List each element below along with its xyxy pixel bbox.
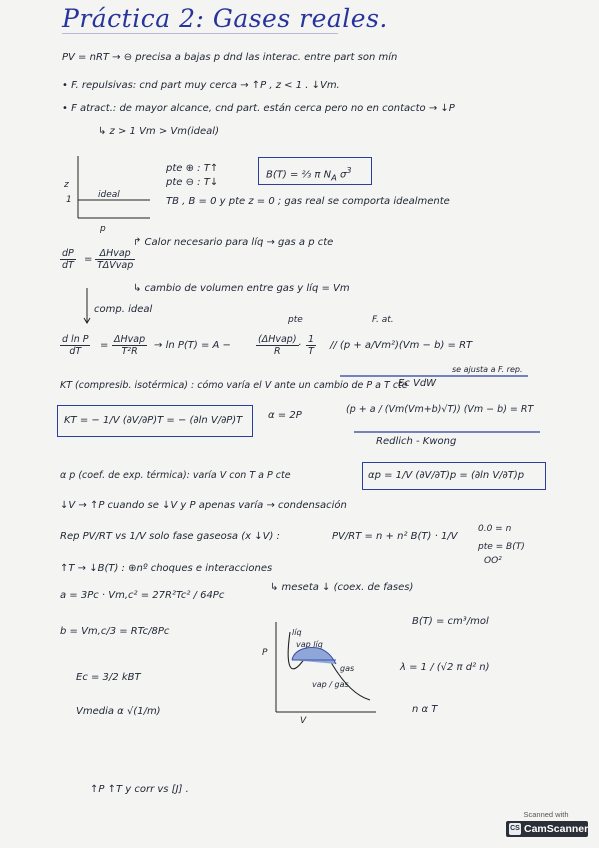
bottom-note: ↑P ↑T y corr vs [J] . <box>90 784 189 795</box>
dp-dt-fraction: $\frac{dP}{dT}$ <box>62 248 74 271</box>
vdw-eq-label: Ec VdW <box>398 378 437 389</box>
liq-label: líq <box>292 628 302 637</box>
vdw-equation: // (p + a/Vm²)(Vm − b) = RT <box>330 340 473 351</box>
pv-p-axis: P <box>262 648 268 658</box>
dot-sign: · <box>298 340 302 351</box>
alpha-p-equation: αp = 1/V (∂V/∂T)p = (∂ln V/∂T)p <box>368 470 525 481</box>
mean-free-path: λ = 1 / (√2 π d² n) <box>400 662 490 673</box>
bt-units: B(T) = cm³/mol <box>412 616 489 627</box>
kt-equation: KT = − 1/V (∂V/∂P)T = − (∂ln V/∂P)T <box>64 415 243 426</box>
axis-one-label: 1 <box>66 195 72 205</box>
temp-b-line: ↑T → ↓B(T) : ⊕nº choques e interacciones <box>60 563 273 574</box>
fat-label: F. at. <box>372 315 394 325</box>
ideal-comp-label: comp. ideal <box>94 304 153 315</box>
rep-equation: PV/RT = n + n² B(T) · 1/V <box>332 531 458 542</box>
boyle-temp-line: TB , B = 0 y pte z = 0 ; gas real se comporta idealmente <box>166 196 450 207</box>
rk-equation: (p + a / (Vm(Vm+b)√T)) (Vm − b) = RT <box>346 404 534 415</box>
line-repulsive: • F. repulsivas: cnd part muy cerca → ↑P , z < 1 . ↓Vm. <box>62 80 340 91</box>
pte-label: pte <box>288 315 303 325</box>
vap-gas-label: vap / gas <box>312 680 349 689</box>
b-relation: b = Vm,c/3 = RTc/8Pc <box>60 626 170 637</box>
camscanner-name: CamScanner <box>524 823 589 835</box>
heat-needed-note: ↱ Calor necesario para líq → gas a p cte <box>133 237 334 248</box>
ideal-label: ideal <box>98 190 120 200</box>
line-ideal-gas: PV = nRT → ⊖ precisa a bajas p dnd las interac. entre part son mín <box>62 52 398 63</box>
b-of-t-formula: B(T) = ⅔ π $N_A$ $\sigma^3$ <box>266 165 352 183</box>
clapeyron-fraction: ΔHvap TΔVvap <box>97 248 134 271</box>
hvap-rt2-fraction: ΔHvap T²R <box>114 334 146 357</box>
rep-line: Rep PV/RT vs 1/V solo fase gaseosa (x ↓V) : <box>60 531 280 542</box>
kt-definition: KT (compresib. isotérmica) : cómo varía el V ante un cambio de P a T cte <box>60 380 408 391</box>
condensation-line: ↓V → ↑P cuando se ↓V y P apenas varía → condensación <box>60 500 347 511</box>
scanned-with-label: Scanned with <box>523 810 569 819</box>
axis-z-label: z <box>64 180 69 190</box>
plateau-note: ↳ meseta ↓ (coex. de fases) <box>270 582 414 593</box>
dlnp-dt-fraction: $\frac{\text{d ln P}}{dT}$ <box>62 334 89 357</box>
equals-sign-2: = <box>100 340 109 351</box>
slope-negative: pte ⊖ : T↓ <box>166 177 219 188</box>
camscanner-bar <box>506 821 588 837</box>
camscanner-logo-icon: CS <box>509 823 521 835</box>
axis-p-label: p <box>100 224 106 234</box>
volume-change-note: ↳ cambio de volumen entre gas y líq = Vm <box>133 283 350 294</box>
hvap-r-fraction: (ΔHvap) R <box>258 334 297 357</box>
line-attractive: • F atract.: de mayor alcance, cnd part. están cerca pero no en contacto → ↓P <box>62 103 455 114</box>
mean-speed: Vmedia α √(1/m) <box>76 706 161 717</box>
rep-result-1: 0.0 = n <box>478 524 512 534</box>
vap-liq-label: vap líq <box>296 640 323 649</box>
alpha-p-definition: α p (coef. de exp. térmica): varía V con T a P cte <box>60 470 291 481</box>
frep-label: se ajusta a F. rep. <box>452 365 523 374</box>
camscanner-badge <box>502 810 590 840</box>
rep-result-3: OO² <box>484 556 502 566</box>
n-alpha-t: n α T <box>412 704 438 715</box>
kinetic-energy: Ec = 3/2 kBT <box>76 672 141 683</box>
one-over-t: $\frac{1}{T}$ <box>308 334 315 357</box>
ln-p-expression: → ln P(T) = A − <box>154 340 231 351</box>
slope-positive: pte ⊕ : T↑ <box>166 163 219 174</box>
equals-sign-1: = <box>84 254 93 265</box>
alpha-equals: α = 2P <box>268 410 302 421</box>
rk-name: Redlich - Kwong <box>376 436 457 447</box>
a-relation: a = 3Pc · Vm,c² = 27R²Tc² / 64Pc <box>60 590 225 601</box>
page-title: Práctica 2: Gases reales. <box>62 4 388 33</box>
pv-v-axis: V <box>300 716 307 726</box>
line-z-greater: ↳ z > 1 Vm > Vm(ideal) <box>98 126 219 137</box>
rep-result-2: pte = B(T) <box>478 542 525 552</box>
gas-label: gas <box>340 664 355 673</box>
